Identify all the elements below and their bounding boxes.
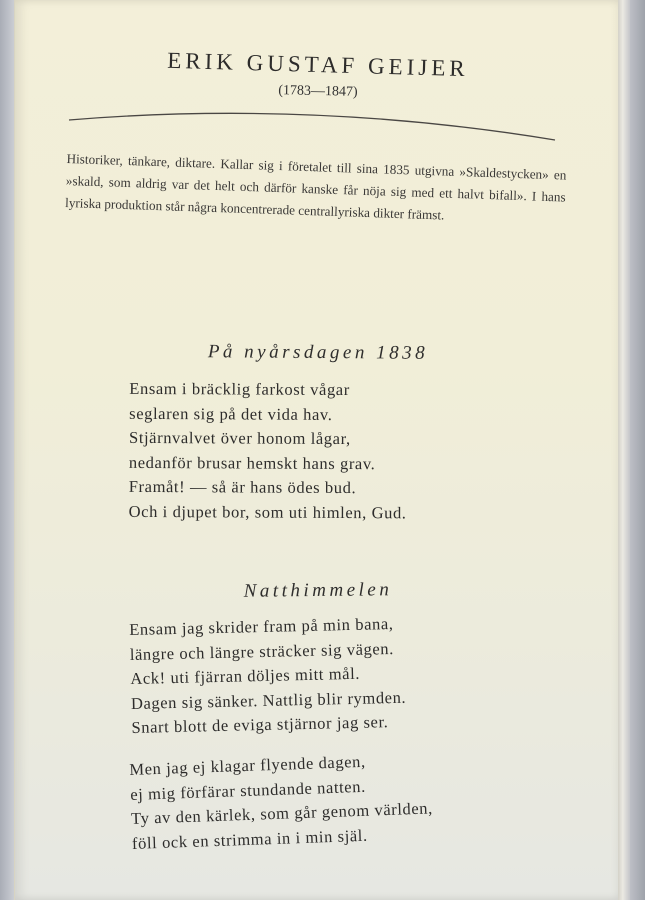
author-heading: ERIK GUSTAF GEIJER bbox=[166, 47, 470, 82]
poem-title: Natthimmelen bbox=[243, 579, 393, 602]
author-introduction bbox=[65, 148, 567, 231]
poem-line: Ty av den kärlek, som går genom världen, bbox=[130, 798, 434, 828]
poem-line: Dagen sig sänker. Nattlig blir rymden. bbox=[130, 687, 407, 713]
intro-text: Historiker, tänkare, diktare. Kallar sig i företalet till sina 1835 utgivna »Skaldestycken» en »skald, som aldrig var det helt och därför kanske får nöja sig med ett halvt bifall». I hans lyriska produktion står några koncentrerade centrallyriska dikter främst. bbox=[64, 150, 567, 223]
decorative-rule bbox=[67, 106, 557, 146]
poem-stanza bbox=[129, 743, 552, 856]
poem-line: Och i djupet bor, som uti himlen, Gud. bbox=[128, 501, 407, 522]
poem-line: ej mig förfärar stundande natten. bbox=[129, 776, 367, 804]
poem-line: Stjärnvalvet över honom lågar, bbox=[129, 427, 351, 449]
poem-line: föll ock en strimma in i min själ. bbox=[131, 825, 368, 853]
poem-line: Men jag ej klagar flyende dagen, bbox=[129, 751, 366, 779]
poem-title: På nyårsdagen 1838 bbox=[207, 341, 429, 364]
poem-line: Ensam jag skrider fram på min bana, bbox=[129, 614, 394, 639]
poem-line: nedanför brusar hemskt hans grav. bbox=[128, 452, 376, 473]
page-edge bbox=[618, 0, 630, 900]
poem-stanza bbox=[129, 377, 550, 526]
poem-line: längre och längre sträcker sig vägen. bbox=[129, 638, 395, 664]
poem-line: Ensam i bräcklig farkost vågar bbox=[129, 378, 350, 400]
poem-stanza bbox=[129, 608, 552, 740]
poem-line: seglaren sig på det vida hav. bbox=[129, 403, 333, 424]
poem-line: Snart blott de eviga stjärnor jag ser. bbox=[131, 712, 389, 737]
author-years: (1783—1847) bbox=[278, 83, 358, 100]
poem-line: Framåt! — så är hans ödes bud. bbox=[128, 476, 357, 498]
book-page bbox=[14, 0, 621, 900]
poem-line: Ack! uti fjärran döljes mitt mål. bbox=[130, 663, 361, 688]
